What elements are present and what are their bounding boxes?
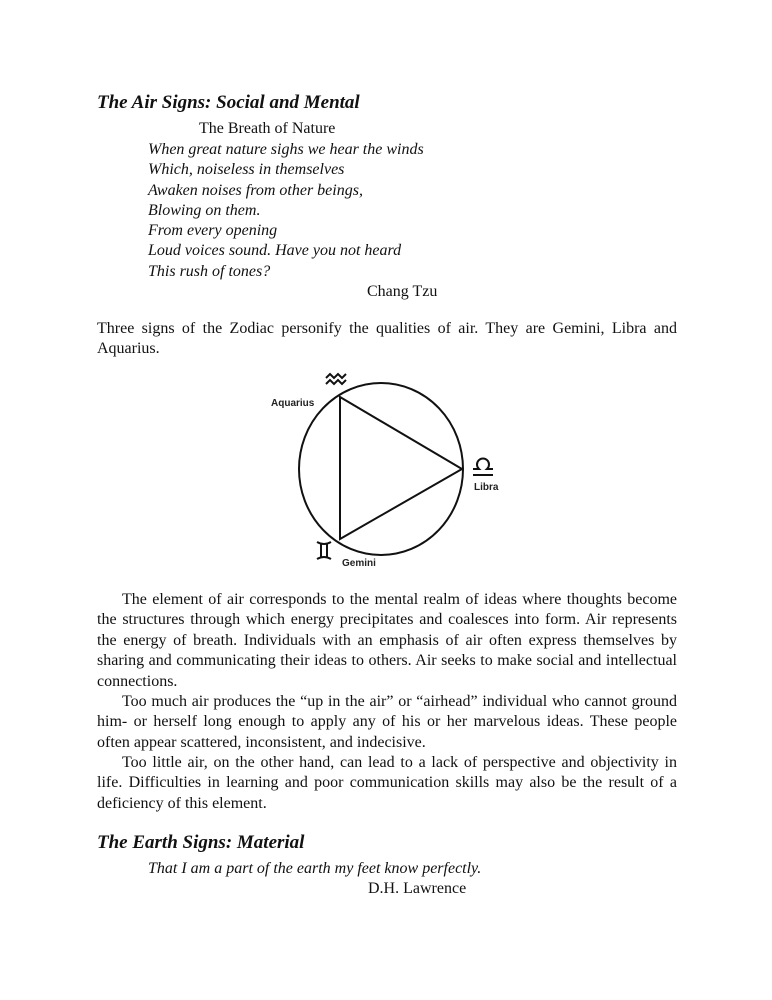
paragraph-too-much-air: Too much air produces the “up in the air” or “airhead” individual who cannot ground him- or herself long enough to apply any of his or her marvelous ideas. These people often appear scattered, inconsistent, and indecisive. (97, 693, 677, 751)
epigraph-author: D.H. Lawrence (368, 880, 467, 897)
poem-line: Loud voices sound. Have you not heard (148, 242, 402, 260)
intro-paragraph: Three signs of the Zodiac personify the qualities of air. They are Gemini, Libra and Aquarius. (97, 320, 677, 358)
poem-line: From every opening (148, 222, 278, 240)
gemini-icon (317, 542, 331, 559)
aquarius-icon (326, 374, 346, 384)
air-triangle (340, 397, 462, 539)
paragraph-too-little-air: Too little air, on the other hand, can lead to a lack of perspective and objectivity in life. Difficulties in learning and poor communication skills may also be the result of a deficiency of this element. (97, 754, 677, 812)
air-signs-diagram (260, 368, 510, 573)
poem-line: Awaken noises from other beings, (148, 181, 363, 199)
poem-line: Which, noiseless in themselves (148, 161, 345, 179)
poem-line: Blowing on them. (148, 201, 261, 219)
poem (148, 140, 424, 282)
poem-author: Chang Tzu (367, 283, 438, 300)
earth-epigraph: That I am a part of the earth my feet know perfectly. (148, 860, 482, 877)
libra-icon (473, 459, 493, 475)
aquarius-label: Aquarius (271, 398, 315, 409)
earth-signs-heading: The Earth Signs: Material (97, 832, 305, 853)
paragraph-air-element: The element of air corresponds to the mental realm of ideas where thoughts become the structures through which energy precipitates and coalesces into form. Air represents the energy of breath. Individuals with an emphasis of air often express themselves by sharing and communicating their ideas to others. Air seeks to make social and intellectual connections. (97, 591, 677, 690)
poem-title: The Breath of Nature (199, 120, 336, 137)
libra-label: Libra (474, 482, 499, 493)
gemini-label: Gemini (342, 558, 376, 569)
poem-line: This rush of tones? (148, 262, 271, 280)
air-signs-heading: The Air Signs: Social and Mental (97, 92, 360, 113)
poem-line: When great nature sighs we hear the winds (148, 141, 424, 158)
zodiac-circle (299, 383, 463, 555)
